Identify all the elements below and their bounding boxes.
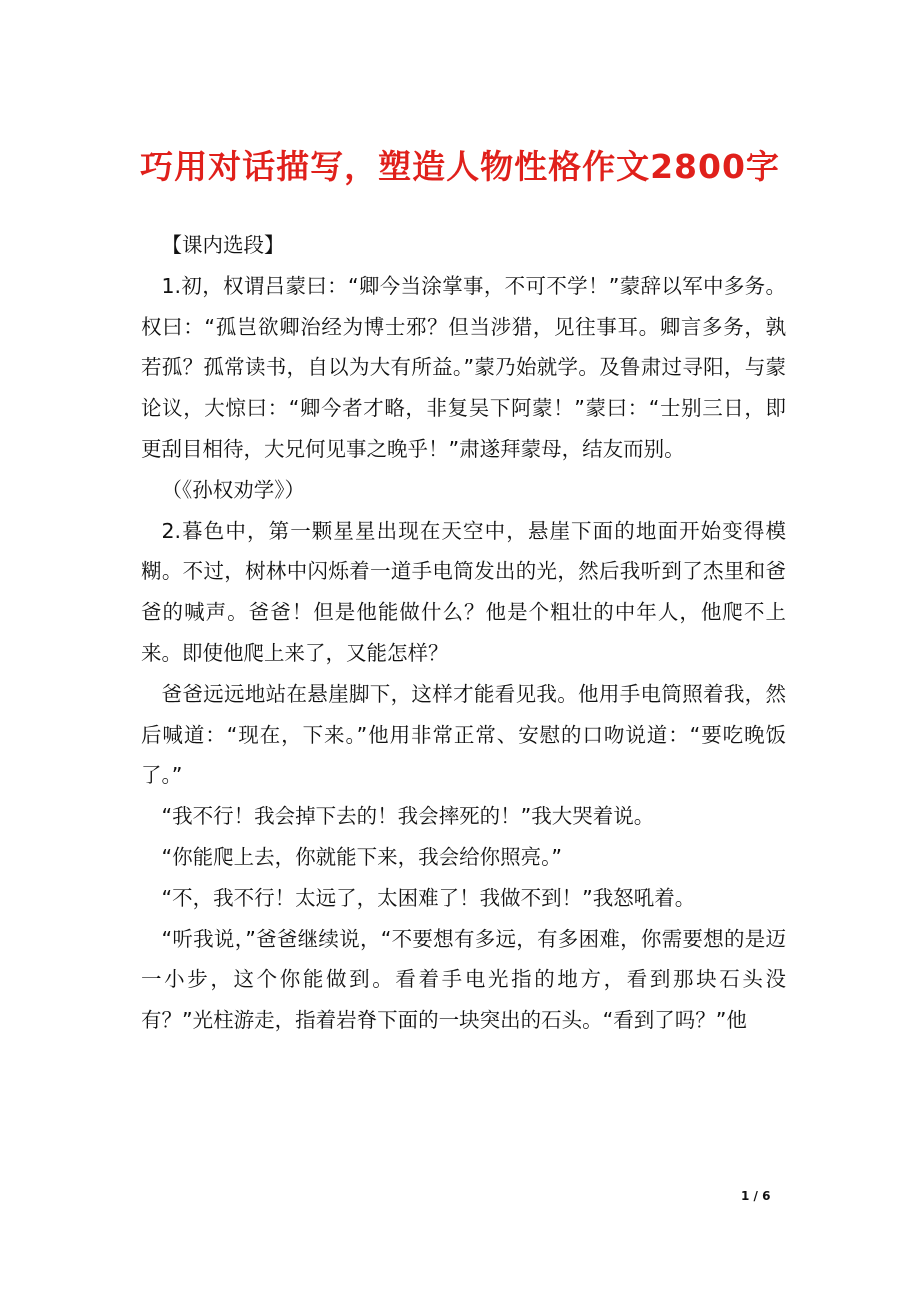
paragraph: “你能爬上去，你就能下来，我会给你照亮。” — [161, 844, 562, 869]
section-heading: 【课内选段】 — [161, 233, 285, 257]
paragraph: 2.暮色中，第一颗星星出现在天空中，悬崖下面的地面开始变得模糊。不过，树林中闪烁着一道手电筒发出的光，然后我听到了杰里和爸爸的喊声。爸爸！但是他能做什么？他是个粗壮的中年人，他爬不上来。即使他爬上来了，又能怎样？ — [141, 518, 786, 665]
paragraph: 1.初，权谓吕蒙曰：“卿今当涂掌事，不可不学！”蒙辞以军中多务。权曰：“孤岂欲卿治经为博士邪？但当涉猎，见往事耳。卿言多务，孰若孤？孤常读书，自以为大有所益。”蒙乃始就学。及鲁肃过寻阳，与蒙论议，大惊曰：“卿今者才略，非复吴下阿蒙！”蒙曰：“士别三日，即更刮目相待，大兄何见事之晚乎！”肃遂拜蒙母，结友而别。 — [141, 273, 786, 461]
source-citation: （《孙权劝学》） — [161, 477, 305, 502]
paragraph: “听我说，”爸爸继续说，“不要想有多远，有多困难，你需要想的是迈一小步，这个你能做到。看着手电光指的地方，看到那块石头没有？”光柱游走，指着岩脊下面的一块突出的石头。“看到了吗？”他 — [141, 926, 786, 1033]
document-body — [141, 225, 786, 1041]
paragraph: “不，我不行！太远了，太困难了！我做不到！”我怒吼着。 — [161, 885, 696, 910]
paragraph: “我不行！我会掉下去的！我会摔死的！”我大哭着说。 — [161, 804, 655, 829]
document-title: 巧用对话描写，塑造人物性格作文2800字 — [140, 147, 780, 186]
paragraph: 爸爸远远地站在悬崖脚下，这样才能看见我。他用手电筒照着我，然后喊道：“现在，下来。”他用非常正常、安慰的口吻说道：“要吃晚饭了。” — [141, 681, 786, 788]
page-number: 1 / 6 — [741, 1189, 771, 1203]
